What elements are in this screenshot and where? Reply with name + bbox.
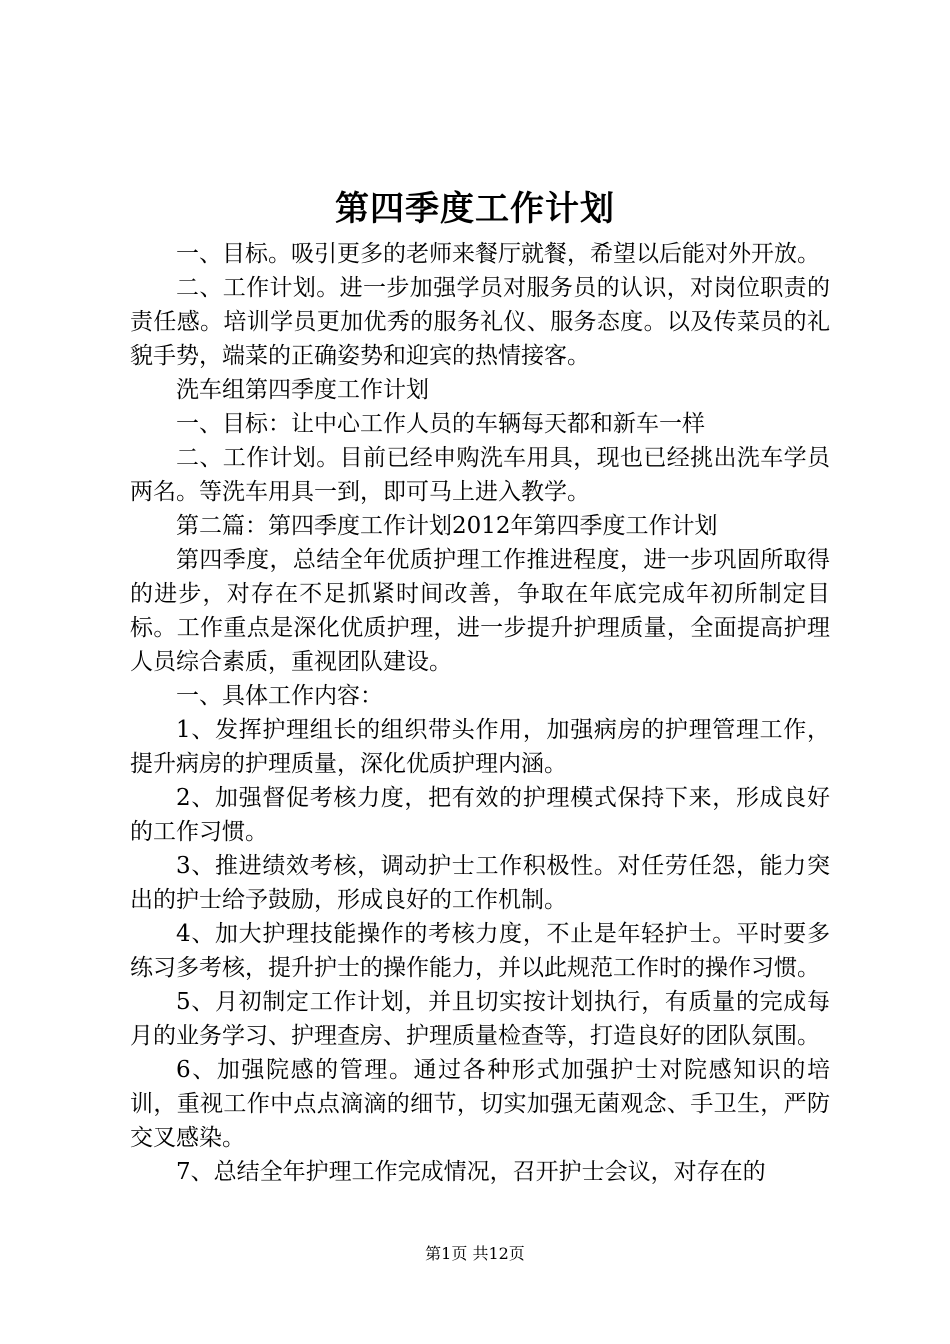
document-title: 第四季度工作计划	[335, 189, 615, 229]
paragraph-5: 二、工作计划。目前已经申购洗车用具，现也已经挑出洗车学员两名。等洗车用具一到，即可马上进入教学。	[130, 445, 830, 505]
paragraph-13: 5、月初制定工作计划，并且切实按计划执行，有质量的完成每月的业务学习、护理查房、护理质量检查等，打造良好的团队氛围。	[130, 989, 830, 1049]
paragraph-14: 6、加强院感的管理。通过各种形式加强护士对院感知识的培训，重视工作中点点滴滴的细节，切实加强无菌观念、手卫生，严防交叉感染。	[130, 1057, 830, 1151]
paragraph-8: 一、具体工作内容：	[176, 683, 383, 709]
document-body	[130, 237, 830, 1189]
paragraph-2: 二、工作计划。进一步加强学员对服务员的认识，对岗位职责的责任感。培训学员更加优秀的服务礼仪、服务态度。以及传菜员的礼貌手势，端菜的正确姿势和迎宾的热情接客。	[130, 275, 830, 369]
paragraph-11: 3、推进绩效考核，调动护士工作积极性。对任劳任怨，能力突出的护士给予鼓励，形成良好的工作机制。	[130, 853, 830, 913]
paragraph-10: 2、加强督促考核力度，把有效的护理模式保持下来，形成良好的工作习惯。	[130, 785, 830, 845]
paragraph-4: 一、目标：让中心工作人员的车辆每天都和新车一样	[176, 411, 705, 437]
paragraph-6: 第二篇：第四季度工作计划2012年第四季度工作计划	[176, 513, 718, 539]
page-number-label: 第1页 共12页	[425, 1244, 525, 1263]
paragraph-7: 第四季度，总结全年优质护理工作推进程度，进一步巩固所取得的进步，对存在不足抓紧时间改善，争取在年底完成年初所制定目标。工作重点是深化优质护理，进一步提升护理质量，全面提高护理人员综合素质，重视团队建设。	[130, 547, 830, 675]
paragraph-12: 4、加大护理技能操作的考核力度，不止是年轻护士。平时要多练习多考核，提升护士的操作能力，并以此规范工作时的操作习惯。	[130, 921, 830, 981]
page-footer	[0, 1242, 950, 1266]
paragraph-3: 洗车组第四季度工作计划	[176, 377, 429, 403]
paragraph-9: 1、发挥护理组长的组织带头作用，加强病房的护理管理工作，提升病房的护理质量，深化优质护理内涵。	[130, 717, 830, 777]
paragraph-1: 一、目标。吸引更多的老师来餐厅就餐，希望以后能对外开放。	[176, 241, 820, 267]
paragraph-15: 7、总结全年护理工作完成情况，召开护士会议，对存在的	[176, 1159, 766, 1185]
